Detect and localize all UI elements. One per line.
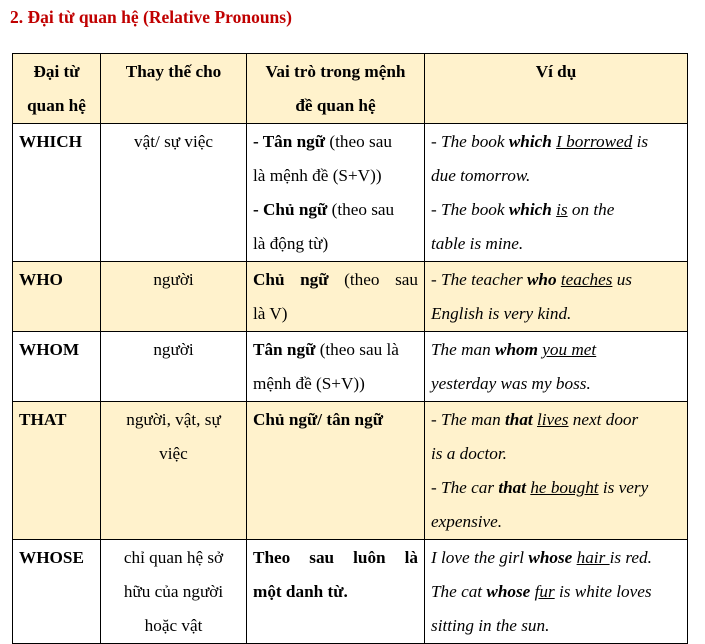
role-text: (theo sau <box>325 132 392 151</box>
role-text: (theo sau là <box>315 340 399 359</box>
role-line <box>253 263 418 297</box>
example-text: The cat <box>431 582 487 601</box>
role-line: Theo sau luôn là <box>253 548 418 567</box>
role-cell <box>247 540 425 644</box>
header-line: Thay thế cho <box>125 62 222 81</box>
example-line <box>431 575 681 609</box>
section-heading: 2. Đại từ quan hệ (Relative Pronouns) <box>10 7 292 27</box>
example-line: expensive. <box>431 512 503 531</box>
example-cell <box>425 262 688 332</box>
role-line <box>253 125 418 159</box>
table-row <box>13 332 688 402</box>
example-text: on the <box>567 200 615 219</box>
role-line: một danh từ. <box>253 582 348 601</box>
example-line <box>431 471 681 505</box>
example-underlined: is <box>556 200 568 219</box>
role-line: là mệnh đề (S+V)) <box>253 166 382 185</box>
example-line: is a doctor. <box>431 444 507 463</box>
role-cell <box>247 332 425 402</box>
example-pronoun: that <box>505 410 533 429</box>
example-underlined: teaches <box>560 270 613 289</box>
replaces-cell <box>101 402 247 540</box>
example-underlined: hair <box>576 548 610 567</box>
replaces-line: hữu của người <box>123 582 224 601</box>
role-cell <box>247 124 425 262</box>
role-line: là V) <box>253 304 288 323</box>
example-underlined: lives <box>537 410 569 429</box>
example-line: sitting in the sun. <box>431 616 550 635</box>
example-line <box>431 333 681 367</box>
table-row <box>13 262 688 332</box>
replaces-cell: người <box>101 332 247 402</box>
table-row <box>13 402 688 540</box>
example-line <box>431 541 681 575</box>
header-line: quan hệ <box>27 96 86 115</box>
example-text: us <box>612 270 632 289</box>
role-line: là động từ) <box>253 234 329 253</box>
replaces-cell: người <box>101 262 247 332</box>
example-cell <box>425 402 688 540</box>
example-line: yesterday was my boss. <box>431 374 591 393</box>
example-pronoun: whose <box>486 582 531 601</box>
example-text: - The book <box>431 200 509 219</box>
example-underlined: you met <box>542 340 597 359</box>
example-underlined: he bought <box>530 478 599 497</box>
role-cell: Chủ ngữ/ tân ngữ <box>247 402 425 540</box>
role-line: mệnh đề (S+V)) <box>253 374 365 393</box>
replaces-line: chỉ quan hệ sở <box>123 548 224 567</box>
pronoun-cell: WHO <box>13 262 101 332</box>
example-pronoun: who <box>526 270 557 289</box>
example-underlined: I borrowed <box>556 132 633 151</box>
pronoun-cell: WHICH <box>13 124 101 262</box>
replaces-line: việc <box>159 444 188 463</box>
example-text: is very <box>598 478 649 497</box>
role-bold: - Chủ ngữ <box>253 200 328 219</box>
role-text: (theo sau <box>328 270 418 289</box>
example-cell <box>425 540 688 644</box>
role-line <box>253 193 418 227</box>
role-cell <box>247 262 425 332</box>
example-text: - The teacher <box>431 270 527 289</box>
replaces-line: hoặc vật <box>144 616 203 635</box>
header-role <box>247 54 425 124</box>
table-header-row <box>13 54 688 124</box>
example-line: English is very kind. <box>431 304 572 323</box>
example-line <box>431 403 681 437</box>
header-line: Ví dụ <box>535 62 577 81</box>
example-line: table is mine. <box>431 234 524 253</box>
pronoun-cell: WHOM <box>13 332 101 402</box>
header-line: Đại từ <box>33 62 80 81</box>
example-cell <box>425 332 688 402</box>
example-text: - The man <box>431 410 505 429</box>
pronoun-cell: WHOSE <box>13 540 101 644</box>
example-text: - The car <box>431 478 499 497</box>
header-pronoun <box>13 54 101 124</box>
example-line <box>431 263 681 297</box>
role-bold: - Tân ngữ <box>253 132 326 151</box>
replaces-cell <box>101 540 247 644</box>
example-text: is red. <box>609 548 652 567</box>
example-pronoun: that <box>498 478 527 497</box>
table-row <box>13 124 688 262</box>
table-row <box>13 540 688 644</box>
example-text: next door <box>568 410 639 429</box>
header-replaces <box>101 54 247 124</box>
replaces-cell: vật/ sự việc <box>101 124 247 262</box>
example-text: - The book <box>431 132 509 151</box>
header-example <box>425 54 688 124</box>
example-cell <box>425 124 688 262</box>
example-pronoun: which <box>508 200 552 219</box>
header-line: Vai trò trong mệnh <box>265 62 406 81</box>
example-text: is <box>632 132 649 151</box>
example-line <box>431 193 681 227</box>
pronoun-cell: THAT <box>13 402 101 540</box>
role-bold: Tân ngữ <box>253 340 316 359</box>
header-line: đề quan hệ <box>295 96 376 115</box>
example-text: is white loves <box>554 582 652 601</box>
role-bold: Chủ ngữ <box>253 270 329 289</box>
example-pronoun: which <box>508 132 552 151</box>
example-text: I love the girl <box>431 548 529 567</box>
role-text: (theo sau <box>327 200 395 219</box>
example-line <box>431 125 681 159</box>
example-underlined: fur <box>534 582 555 601</box>
role-line <box>253 333 418 367</box>
example-pronoun: whom <box>494 340 538 359</box>
example-pronoun: whose <box>528 548 573 567</box>
example-line: due tomorrow. <box>431 166 531 185</box>
example-text: The man <box>431 340 495 359</box>
replaces-line: người, vật, sự <box>126 410 221 429</box>
relative-pronouns-table <box>12 53 688 644</box>
